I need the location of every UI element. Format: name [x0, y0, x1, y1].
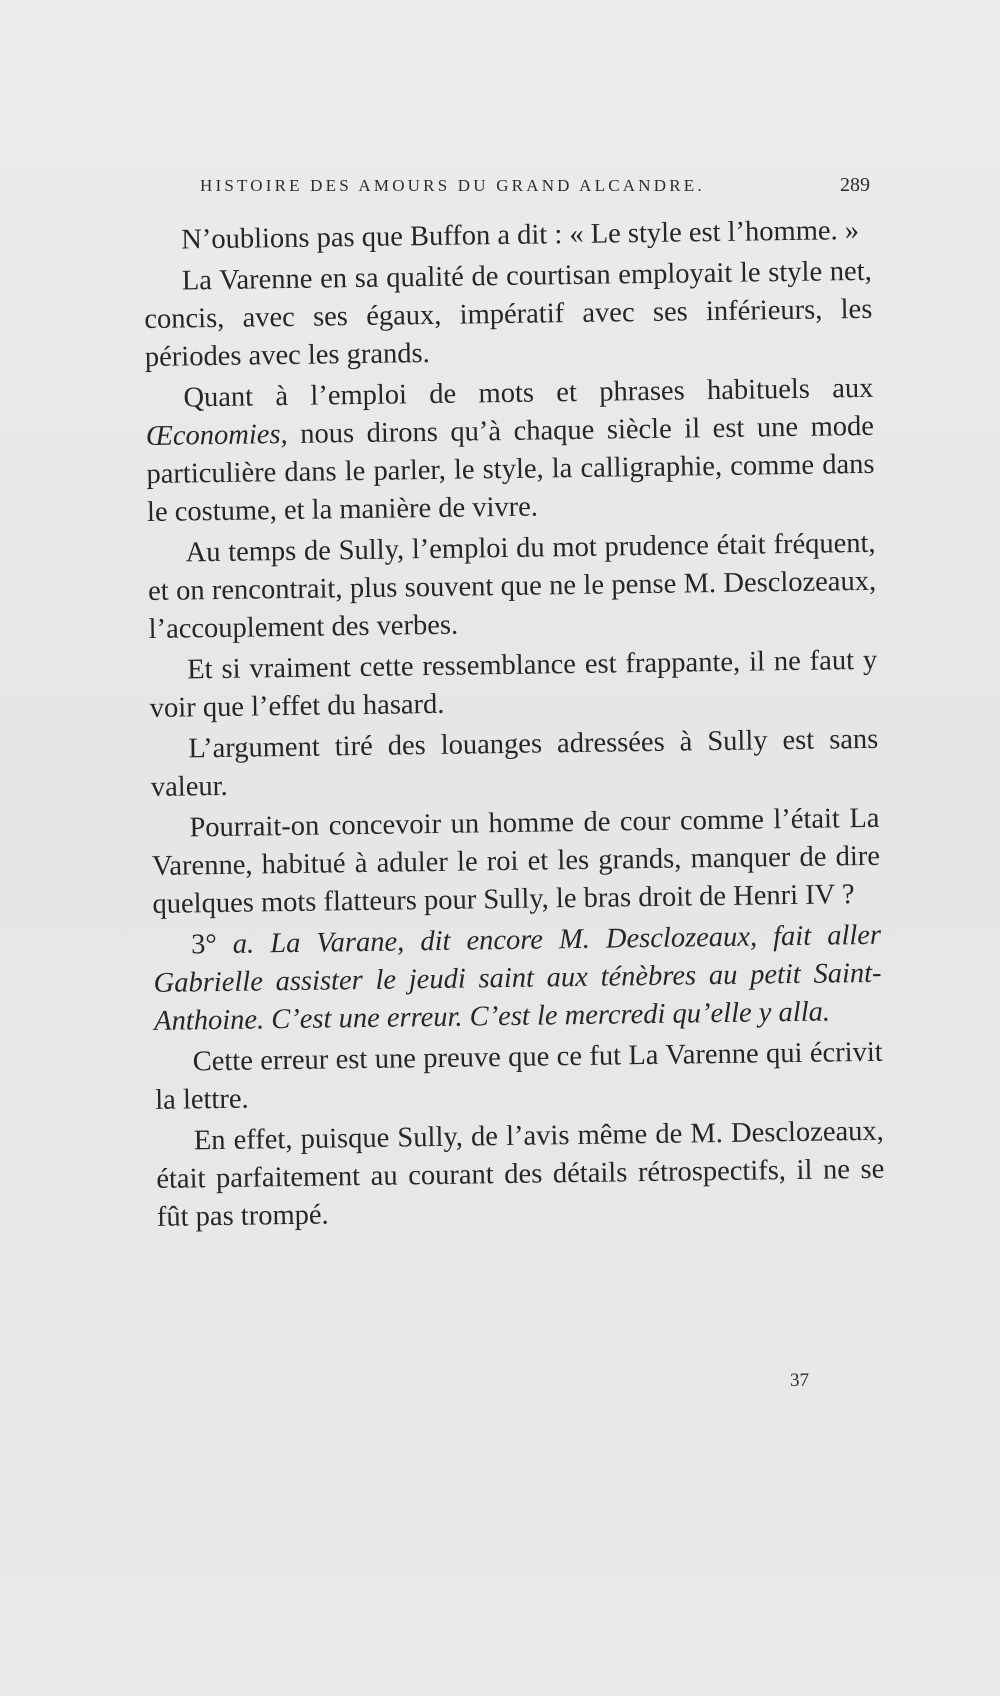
running-header [200, 176, 870, 206]
paragraph-2: La Varenne en sa qualité de courtisan employait le style net, concis, avec ses égaux, impératif avec ses inférieurs, les périodes avec les grands. [144, 255, 873, 373]
paragraph-3-text-a: Quant à l’emploi de mots et phrases habituels aux [183, 372, 874, 414]
paragraph-8-italic: a. La Varane, dit encore M. Desclozeaux, fait aller Gabrielle assister le jeudi saint aux ténèbres au petit Saint-Anthoine. C’est une erreur. C’est le mercredi qu’elle y alla. [153, 919, 882, 1037]
paragraph-1 [143, 212, 871, 260]
paragraph-8 [153, 917, 883, 1041]
page-number: 289 [840, 174, 870, 196]
paragraph-9: Cette erreur est une preuve que ce fut La Varenne qui écrivit la lettre. [155, 1036, 883, 1116]
paragraph-3-italic: Œconomies, [145, 419, 288, 452]
paragraph-8-text-a: 3° [190, 928, 234, 961]
signature-mark: 37 [790, 1370, 809, 1391]
paragraph-6: L’argument tiré des louanges adressées à Sully est sans valeur. [150, 723, 879, 803]
paragraph-4: Au temps de Sully, l’emploi du mot prudence était fréquent, et on rencontrait, plus souvent que ne le pense M. Desclozeaux, l’accouplement des verbes. [147, 527, 877, 645]
body-text [143, 212, 885, 1240]
paragraph-10: En effet, puisque Sully, de l’avis même de M. Desclozeaux, était parfaitement au courant des détails rétrospectifs, il ne se fût pas trompé. [156, 1115, 885, 1233]
paragraph-5: Et si vraiment cette ressemblance est frappante, il ne faut y voir que l’effet du hasard. [149, 644, 878, 724]
paragraph-3 [145, 370, 875, 532]
paragraph-3-text-b: nous dirons qu’à chaque siècle il est une mode particulière dans le parler, le style, la calligraphie, comme dans le costume, et la manière de vivre. [146, 410, 875, 528]
running-title: HISTOIRE DES AMOURS DU GRAND ALCANDRE. [200, 176, 705, 195]
paragraph-1-text: N’oublions pas que Buffon a dit : « Le style est l’homme. » [181, 215, 860, 256]
paragraph-7: Pourrait-on concevoir un homme de cour comme l’était La Varenne, habitué à aduler le roi et les grands, manquer de dire quelques mots flatteurs pour Sully, le bras droit de Henri IV ? [151, 802, 881, 920]
